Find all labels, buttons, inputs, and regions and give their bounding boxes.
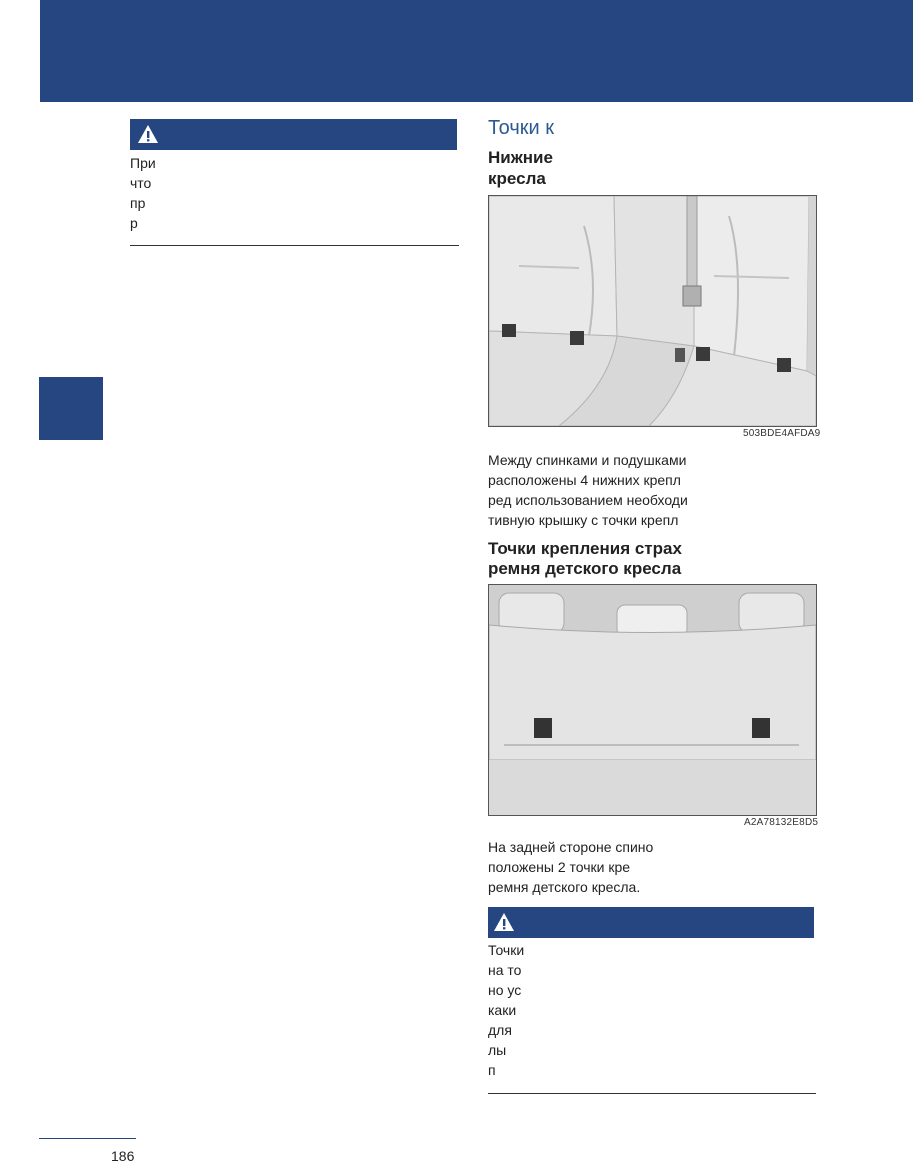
image-code-1: 503BDE4AFDA9 — [743, 428, 821, 439]
paragraph-1-line: тивную крышку с точки крепл — [488, 512, 679, 528]
left-warning-banner — [130, 119, 457, 150]
left-warning-line: что — [130, 175, 152, 191]
left-warning-line: пр — [130, 195, 146, 211]
right-warning-line: на то — [488, 962, 522, 978]
paragraph-2-line: ремня детского кресла. — [488, 879, 641, 895]
seatback-photo — [488, 584, 817, 816]
page-number: 186 — [111, 1148, 135, 1164]
paragraph-1-line: Между спинками и подушками — [488, 452, 687, 468]
paragraph-2-line: положены 2 точки кре — [488, 859, 631, 875]
right-warning-line: каки — [488, 1002, 517, 1018]
right-warning-line: лы — [488, 1042, 507, 1058]
subheading-tether-anchors-line2: ремня детского кресла — [488, 559, 682, 578]
chapter-tab — [39, 377, 103, 440]
paragraph-1-line: расположены 4 нижних крепл — [488, 472, 681, 488]
right-warning-line: но ус — [488, 982, 522, 998]
warning-icon — [137, 124, 159, 144]
rear-seat-photo — [488, 195, 817, 427]
subheading-lower-anchors-line1: Нижние — [488, 148, 553, 167]
subheading-tether-anchors-line1: Точки крепления страх — [488, 539, 682, 558]
right-warning-divider — [488, 1093, 816, 1094]
paragraph-1-line: ред использованием необходи — [488, 492, 688, 508]
left-warning-line: р — [130, 215, 138, 231]
image-code-2: A2A78132E8D5 — [744, 817, 819, 828]
left-warning-divider — [130, 245, 459, 246]
subheading-lower-anchors-line2: кресла — [488, 169, 546, 188]
header-band — [40, 0, 913, 102]
warning-icon — [493, 912, 515, 932]
right-warning-line: для — [488, 1022, 512, 1038]
right-warning-line: п — [488, 1062, 496, 1078]
section-title: Точки к — [488, 117, 554, 139]
right-warning-banner — [488, 907, 814, 938]
right-warning-line: Точки — [488, 942, 525, 958]
left-warning-line: При — [130, 155, 156, 171]
paragraph-2-line: На задней стороне спино — [488, 839, 654, 855]
footer-rule — [39, 1138, 136, 1139]
